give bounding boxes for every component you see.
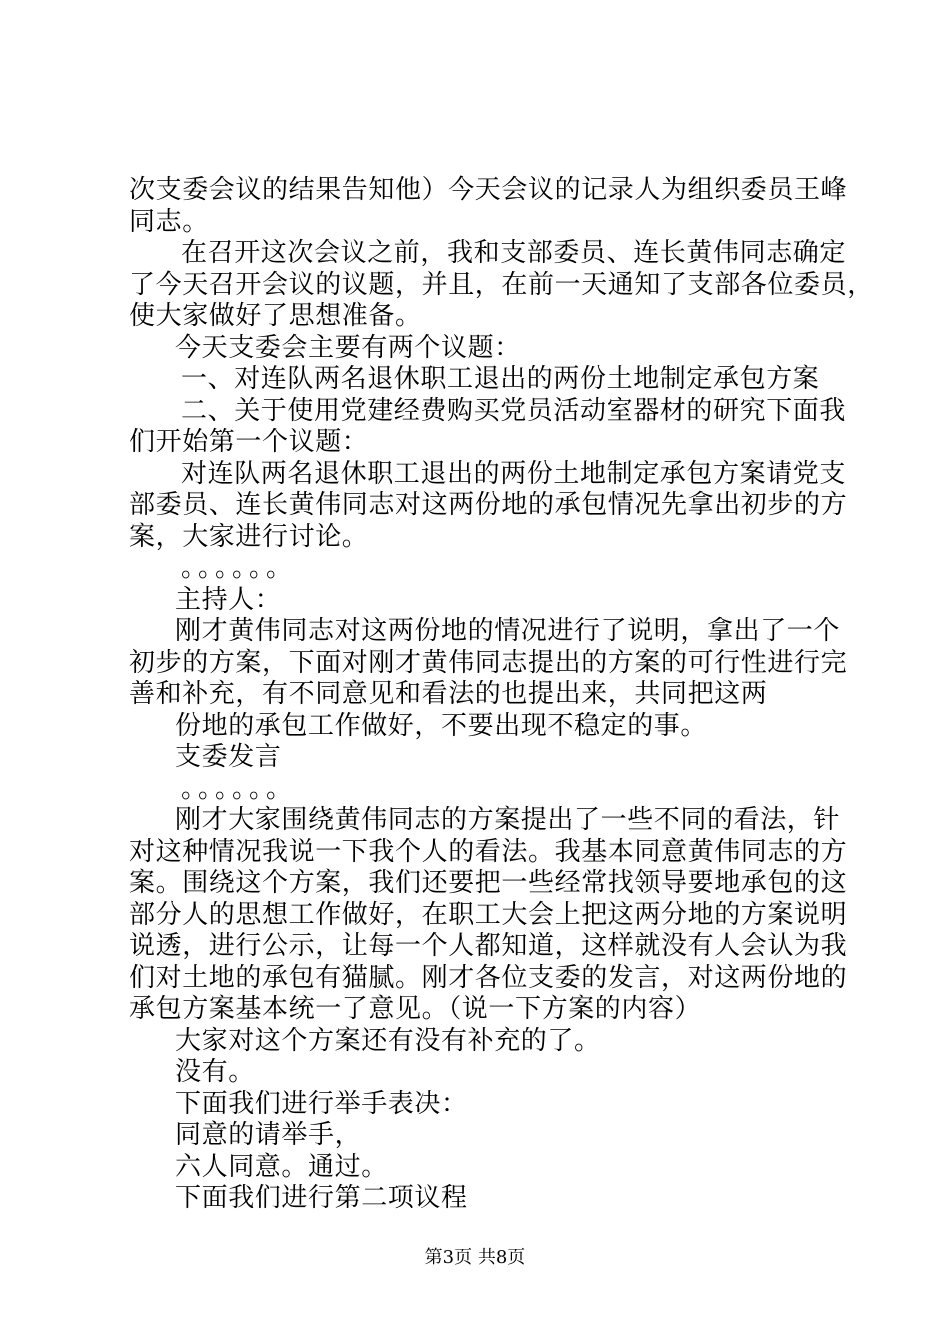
ellipsis-line: 。。。。。。 — [181, 773, 297, 804]
body-line: 案，大家进行讨论。 — [129, 521, 369, 552]
agenda-item-2: 二、关于使用党建经费购买党员活动室器材的研究下面我 — [181, 395, 847, 426]
body-line: 对连队两名退休职工退出的两份土地制定承包方案请党支 — [181, 458, 847, 489]
body-line: 同志。 — [129, 206, 209, 237]
section-label: 支委发言 — [175, 742, 282, 772]
body-line: 对这种情况我说一下我个人的看法。我基本同意黄伟同志的方 — [129, 836, 848, 867]
body-line: 了今天召开会议的议题，并且，在前一天通知了支部各位委员， — [129, 269, 874, 300]
page-number-footer: 第3页 共8页 — [424, 1247, 526, 1268]
body-line: 部分人的思想工作做好，在职工大会上把这两分地的方案说明 — [129, 899, 848, 930]
body-line: 六人同意。通过。 — [175, 1151, 388, 1182]
body-line: 下面我们进行举手表决： — [175, 1088, 468, 1119]
body-line: 在召开这次会议之前，我和支部委员、连长黄伟同志确定 — [181, 238, 847, 268]
body-line: 们对土地的承包有猫腻。刚才各位支委的发言，对这两份地的 — [129, 962, 848, 993]
body-line: 刚才黄伟同志对这两份地的情况进行了说明，拿出了一个 — [175, 616, 841, 646]
body-line: 次支委会议的结果告知他）今天会议的记录人为组织委员王峰 — [129, 175, 848, 205]
body-line: 说透，进行公示，让每一个人都知道，这样就没有人会认为我 — [129, 931, 848, 961]
body-line: 刚才大家围绕黄伟同志的方案提出了一些不同的看法，针 — [175, 805, 841, 835]
body-line: 大家对这个方案还有没有补充的了。 — [175, 1025, 601, 1056]
document-body — [129, 175, 874, 1215]
body-line: 下面我们进行第二项议程 — [175, 1183, 468, 1213]
speaker-label: 主持人： — [175, 584, 282, 615]
agenda-item-1: 一、对连队两名退休职工退出的两份土地制定承包方案 — [181, 364, 820, 394]
body-line: 案。围绕这个方案，我们还要把一些经常找领导要地承包的这 — [129, 868, 848, 898]
body-line: 同意的请举手， — [175, 1120, 362, 1150]
body-line: 们开始第一个议题： — [129, 427, 369, 457]
ellipsis-line: 。。。。。。 — [181, 553, 297, 583]
body-line: 没有。 — [175, 1057, 255, 1087]
body-line: 善和补充，有不同意见和看法的也提出来，共同把这两 — [129, 679, 768, 709]
body-line: 今天支委会主要有两个议题： — [175, 332, 521, 363]
body-line: 使大家做好了思想准备。 — [129, 301, 422, 331]
body-line: 承包方案基本统一了意见。（说一下方案的内容） — [129, 994, 702, 1024]
body-line: 份地的承包工作做好，不要出现不稳定的事。 — [175, 710, 708, 741]
body-line: 初步的方案，下面对刚才黄伟同志提出的方案的可行性进行完 — [129, 647, 848, 678]
body-line: 部委员、连长黄伟同志对这两份地的承包情况先拿出初步的方 — [129, 490, 848, 520]
